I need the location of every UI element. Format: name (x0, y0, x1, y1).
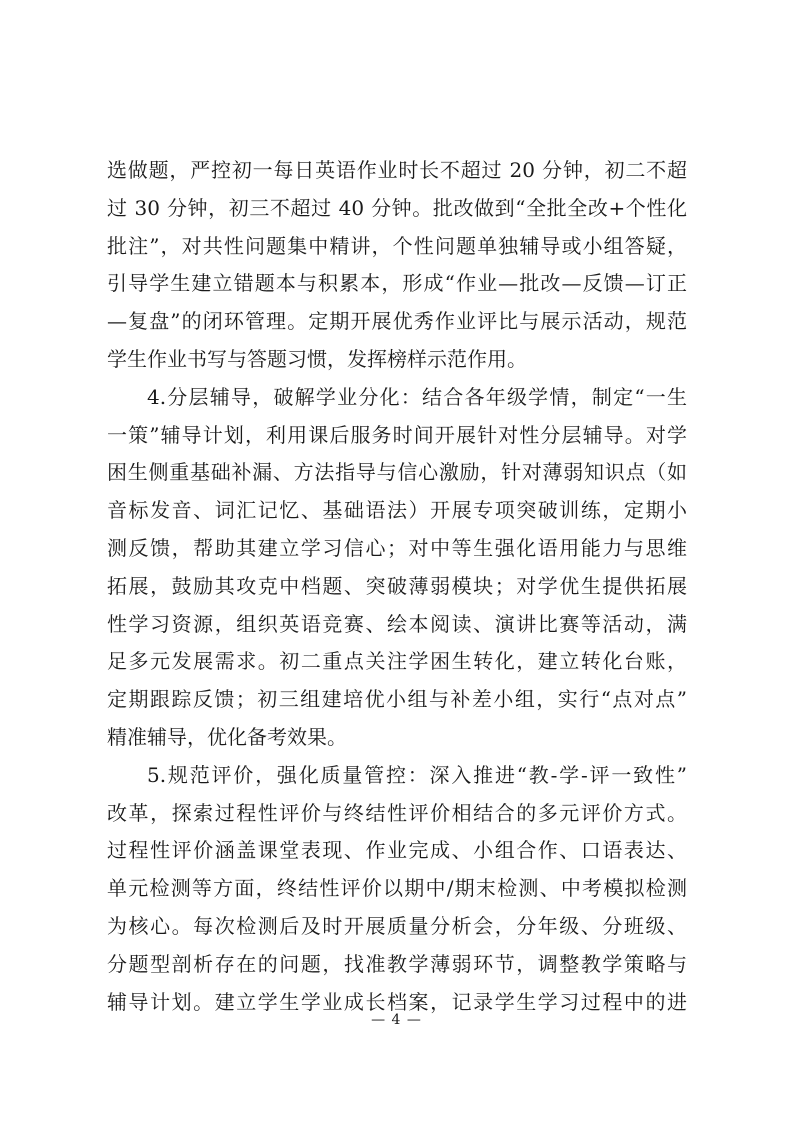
text-line: 拓展，鼓励其攻克中档题、突破薄弱模块；对学优生提供拓展 (107, 573, 687, 598)
text-line: 困生侧重基础补漏、方法指导与信心激励，针对薄弱知识点（如 (107, 460, 687, 485)
text-line: 分题型剖析存在的问题，找准教学薄弱环节，调整教学策略与 (107, 951, 687, 976)
text-line: 改革，探索过程性评价与终结性评价相结合的多元评价方式。 (107, 800, 687, 825)
text-line: 选做题，严控初一每日英语作业时长不超过 20 分钟，初二不超 (107, 158, 687, 182)
text-line: 引导学生建立错题本与积累本，形成“作业—批改—反馈—订正 (107, 271, 687, 296)
text-line: 音标发音、词汇记忆、基础语法）开展专项突破训练，定期小 (107, 498, 687, 523)
text-line: 学生作业书写与答题习惯，发挥榜样示范作用。 (107, 346, 527, 371)
text-line: 精准辅导，优化备考效果。 (107, 724, 347, 749)
text-line: 足多元发展需求。初二重点关注学困生转化，建立转化台账， (107, 649, 687, 674)
page-number: — 4 — (371, 1012, 422, 1028)
text-line: 过程性评价涵盖课堂表现、作业完成、小组合作、口语表达、 (107, 838, 687, 863)
text-line: 批注”，对共性问题集中精讲，个性问题单独辅导或小组答疑， (107, 233, 687, 258)
body-text (107, 152, 687, 1021)
text-line: 辅导计划。建立学生学业成长档案，记录学生学习过程中的进 (107, 989, 687, 1014)
text-line: 为核心。每次检测后及时开展质量分析会，分年级、分班级、 (107, 913, 687, 938)
text-line: 一策”辅导计划，利用课后服务时间开展针对性分层辅导。对学 (107, 422, 687, 447)
text-line: 性学习资源，组织英语竞赛、绘本阅读、演讲比赛等活动，满 (107, 611, 687, 636)
section-heading-line: 5.规范评价，强化质量管控：深入推进“教-学-评一致性” (147, 762, 687, 787)
text-line: 过 30 分钟，初三不超过 40 分钟。批改做到“全批全改+个性化 (107, 195, 687, 220)
text-line: 单元检测等方面，终结性评价以期中/期末检测、中考模拟检测 (107, 876, 687, 901)
text-line: 定期跟踪反馈；初三组建培优小组与补差小组，实行“点对点” (107, 687, 687, 712)
text-line: —复盘”的闭环管理。定期开展优秀作业评比与展示活动，规范 (107, 309, 687, 334)
text-line: 测反馈，帮助其建立学习信心；对中等生强化语用能力与思维 (107, 535, 687, 560)
section-heading-line: 4.分层辅导，破解学业分化：结合各年级学情，制定“一生 (147, 384, 687, 409)
